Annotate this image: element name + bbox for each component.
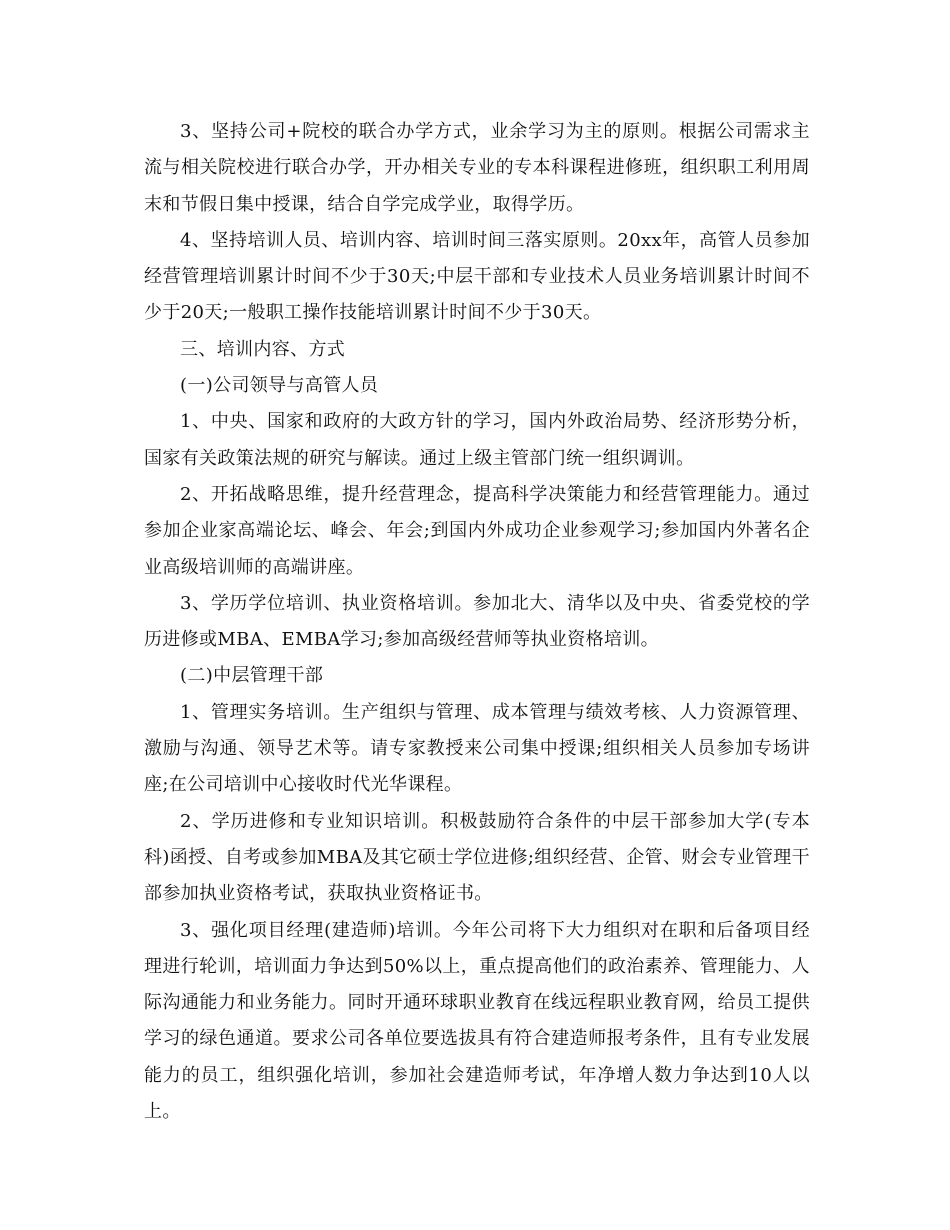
paragraph-leaders-2: 2、开拓战略思维，提升经营理念，提高科学决策能力和经营管理能力。通过参加企业家高端论坛、峰会、年会;到国内外成功企业参观学习;参加国内外著名企业高级培训师的高端讲座。	[144, 483, 810, 578]
paragraph-principle-4: 4、坚持培训人员、培训内容、培训时间三落实原则。20xx年，高管人员参加经营管理培训累计时间不少于30天;中层干部和专业技术人员业务培训累计时间不少于20天;一般职工操作技能培训累计时间不少于30天。	[144, 229, 810, 324]
document-body	[144, 114, 810, 1130]
section-heading-training-content: 三、培训内容、方式	[180, 338, 346, 360]
paragraph-middle-1: 1、管理实务培训。生产组织与管理、成本管理与绩效考核、人力资源管理、激励与沟通、领导艺术等。请专家教授来公司集中授课;组织相关人员参加专场讲座;在公司培训中心接收时代光华课程。	[144, 701, 810, 796]
paragraph-middle-3: 3、强化项目经理(建造师)培训。今年公司将下大力组织对在职和后备项目经理进行轮训，培训面力争达到50%以上，重点提高他们的政治素养、管理能力、人际沟通能力和业务能力。同时开通环球职业教育在线远程职业教育网，给员工提供学习的绿色通道。要求公司各单位要选拔具有符合建造师报考条件，且有专业发展能力的员工，组织强化培训，参加社会建造师考试，年净增人数力争达到10人以上。	[144, 919, 810, 1123]
paragraph-leaders-1: 1、中央、国家和政府的大政方针的学习，国内外政治局势、经济形势分析，国家有关政策法规的研究与解读。通过上级主管部门统一组织调训。	[144, 411, 810, 469]
subsection-heading-middle-managers: (二)中层管理干部	[180, 665, 324, 687]
paragraph-principle-3: 3、坚持公司+院校的联合办学方式，业余学习为主的原则。根据公司需求主流与相关院校进行联合办学，开办相关专业的专本科课程进修班，组织职工利用周末和节假日集中授课，结合自学完成学业，取得学历。	[144, 121, 810, 215]
paragraph-leaders-3: 3、学历学位培训、执业资格培训。参加北大、清华以及中央、省委党校的学历进修或MBA、EMBA学习;参加高级经营师等执业资格培训。	[144, 592, 810, 651]
subsection-heading-leaders: (一)公司领导与高管人员	[180, 375, 379, 397]
paragraph-middle-2: 2、学历进修和专业知识培训。积极鼓励符合条件的中层干部参加大学(专本科)函授、自考或参加MBA及其它硕士学位进修;组织经营、企管、财会专业管理干部参加执业资格考试，获取执业资格证书。	[144, 810, 810, 905]
